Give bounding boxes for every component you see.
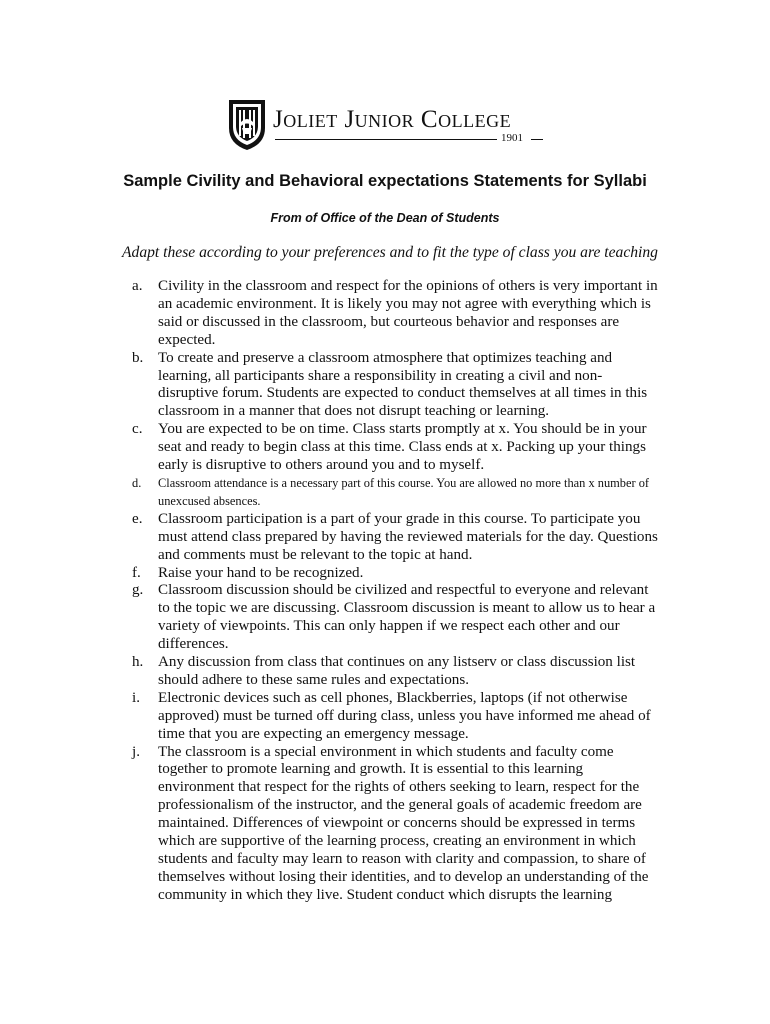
list-item	[122, 511, 662, 565]
page-subtitle: From of Office of the Dean of Students	[270, 211, 500, 225]
list-item-text: Classroom discussion should be civilized and respectful to everyone and relevant to the topic we are discussing. Classroom discussion is meant to allow us to hear a variety of viewpoints. This can only happen if we respect each other and our differences.	[158, 582, 656, 653]
list-item-text: Civility in the classroom and respect for the opinions of others is very important in an academic environment. It is likely you may not agree with everything which is said or discussed in the classroom, but courteous behavior and responses are expected.	[158, 278, 658, 348]
list-item-marker: a.	[132, 278, 143, 294]
list-item	[122, 278, 662, 350]
list-item	[122, 654, 662, 690]
list-item-marker: f.	[132, 564, 141, 581]
expectations-list	[122, 278, 662, 905]
list-item-marker: e.	[132, 510, 143, 527]
list-item-text: Any discussion from class that continues on any listserv or class discussion list should adhere to these same rules and expectations.	[158, 654, 636, 688]
list-item-marker: i.	[132, 689, 140, 706]
list-item-marker: h.	[132, 654, 144, 671]
list-item	[122, 690, 662, 744]
list-item	[122, 744, 662, 905]
college-founding-year: 1901	[501, 132, 523, 144]
college-shield-icon	[227, 98, 267, 152]
list-item-text: The classroom is a special environment in which students and faculty come together to promote learning and growth. It is essential to this learning environment that respect for the rights of others seeking to learn, respect for the professionalism of the instructor, and the general goals of academic freedom are maintained. Differences of viewpoint or concerns should be expressed in terms which are supportive of the learning process, creating an environment in which students and faculty may learn to reason with clarity and compassion, to share of themselves without losing their identities, and to develop an understanding of the community in which they live. Student conduct which disrupts the learning	[158, 743, 649, 903]
list-item	[122, 475, 662, 511]
list-item-marker: c.	[132, 421, 143, 438]
logo-divider	[275, 139, 497, 140]
list-item	[122, 350, 662, 422]
list-item-text: Classroom participation is a part of your grade in this course. To participate you must attend class prepared by having the reviewed materials for the day. Questions and comments must be relevant to the topic at hand.	[158, 510, 658, 563]
logo-divider-right	[531, 139, 543, 140]
list-item-text: You are expected to be on time. Class starts promptly at x. You should be in your seat and ready to begin class at this time. Class ends at x. Packing up your things early is disruptive to others around you and to myself.	[158, 421, 647, 474]
list-item-marker: d.	[132, 475, 142, 490]
list-item-marker: j.	[132, 743, 140, 760]
list-item-text: Electronic devices such as cell phones, Blackberries, laptops (if not otherwise approved) must be turned off during class, unless you have informed me ahead of time that you are expecting an emergency message.	[158, 689, 651, 742]
list-item-text: To create and preserve a classroom atmosphere that optimizes teaching and learning, all participants share a responsibility in creating a civil and non-disruptive forum. Students are expected to conduct themselves at all times in this classroom in a manner that does not disrupt teaching or learning.	[158, 349, 648, 420]
list-item-text: Raise your hand to be recognized.	[158, 564, 364, 581]
college-name: Joliet Junior College	[273, 106, 512, 133]
list-item-marker: b.	[132, 349, 144, 366]
college-logo	[227, 98, 547, 154]
list-item-text: Classroom attendance is a necessary part of this course. You are allowed no more than x number of unexcused absences.	[158, 475, 650, 508]
list-item	[122, 582, 662, 654]
list-item	[122, 565, 662, 583]
list-item-marker: g.	[132, 582, 144, 599]
page-title: Sample Civility and Behavioral expectations Statements for Syllabi	[123, 172, 647, 190]
instruction-text: Adapt these according to your preferences and to fit the type of class you are teaching	[122, 244, 658, 261]
list-item	[122, 421, 662, 475]
